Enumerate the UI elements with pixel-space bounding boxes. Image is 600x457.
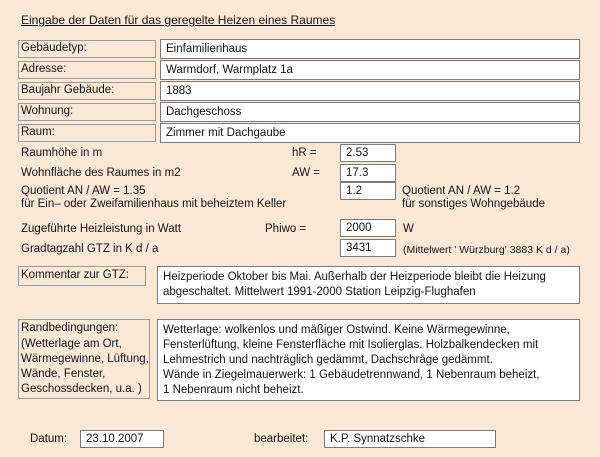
conditions-label-line5: Geschossdecken, u.a. ) [21,383,142,395]
apartment-label: Wohnung: [21,105,74,117]
comment-textarea[interactable]: Heizperiode Oktober bis Mai. Außerhalb der Heizperiode bleibt die Heizung abgeschaltet. Mittelwert 1991-2000 Station Leipzig-Flughafen [157,266,580,304]
building-type-label: Gebäudetyp: [21,42,87,54]
quotient-left-line1: Quotient AN / AW = 1.35 [21,185,146,197]
gtz-label: Gradtagzahl GTZ in K d / a [21,243,159,255]
area-label: Wohnfläche des Raumes in m2 [21,167,181,179]
power-symbol: Phiwo = [265,223,307,235]
room-height-label: Raumhöhe in m [21,147,103,159]
apartment-field[interactable]: Dachgeschoss [160,102,580,122]
area-symbol: AW = [292,167,321,179]
conditions-label-line3: Wärmegewinne, Lüftung, [21,353,149,365]
build-year-field[interactable]: 1883 [160,81,580,101]
conditions-label-line1: Randbedingungen: [21,322,119,334]
address-field[interactable]: Warmdorf, Warmplatz 1a [160,60,580,80]
editor-label: bearbeitet: [254,433,309,445]
building-type-field[interactable]: Einfamilienhaus [160,39,580,59]
quotient-left-line2: für Ein– oder Zweifamilienhaus mit beheiztem Keller [21,198,287,210]
address-label: Adresse: [21,63,67,75]
room-label: Raum: [21,126,55,138]
date-label: Datum: [30,433,68,445]
power-unit: W [403,223,414,235]
room-height-field[interactable]: 2.53 [340,144,396,162]
room-height-symbol: hR = [292,147,317,159]
room-field[interactable]: Zimmer mit Dachgaube [160,123,580,143]
quotient-right-line2: für sonstiges Wohngebäude [402,198,545,210]
gtz-field[interactable]: 3431 [340,239,396,257]
conditions-label-line4: Wände, Fenster, [21,368,106,380]
build-year-label: Baujahr Gebäude: [21,84,115,96]
quotient-right-line1: Quotient AN / AW = 1.2 [402,185,521,197]
form-title: Eingabe der Daten für das geregelte Heizen eines Raumes [21,13,336,27]
power-label: Zugeführte Heizleistung in Watt [21,223,182,235]
area-field[interactable]: 17.3 [340,164,396,182]
editor-field[interactable]: K.P. Synnatzschke [324,430,496,448]
conditions-textarea[interactable]: Wetterlage: wolkenlos und mäßiger Ostwind. Keine Wärmegewinne, Fensterlüftung, kleine Fensterfläche mit Isolierglas. Holzbalkendecken mit Lehmestrich und nachträglich gedämmt, Dachschräge gedämmt. Wände in Ziegelmauerwerk: 1 Gebäudetrennwand, 1 Nebenraum beheizt, 1 Nebenraum nicht beheizt. [157,319,580,401]
power-field[interactable]: 2000 [340,219,396,237]
quotient-field[interactable]: 1.2 [340,182,396,200]
comment-label: Kommentar zur GTZ: [21,269,129,281]
gtz-note: (Mittelwert ' Würzburg' 3883 K d / a) [403,244,570,256]
conditions-label-line2: (Wetterlage am Ort, [21,338,122,350]
date-field[interactable]: 23.10.2007 [80,430,164,448]
